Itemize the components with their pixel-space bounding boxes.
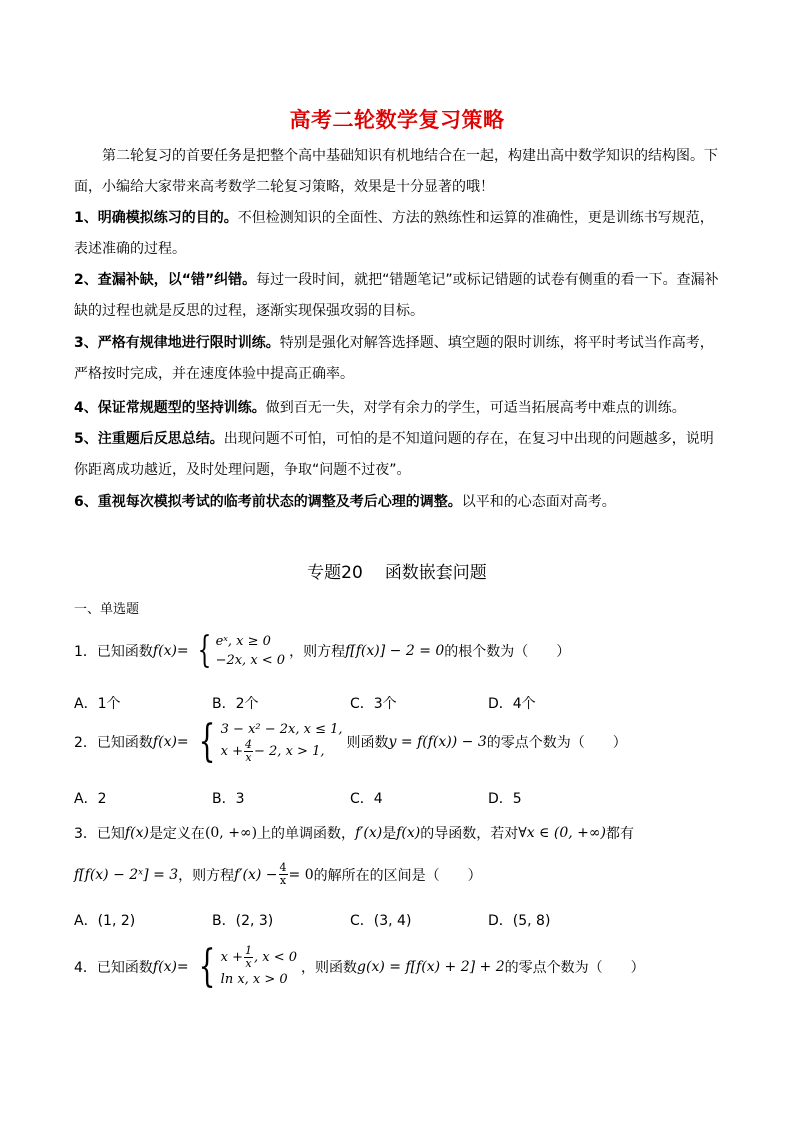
equation: f[f(x)] − 2 = 0 xyxy=(345,643,445,659)
option-d[interactable]: D．4个 xyxy=(488,696,536,712)
equation: f[f(x) − 2ˣ] = 3 xyxy=(74,866,179,883)
question-text: 的零点个数为（ ） xyxy=(486,735,627,751)
fraction xyxy=(244,945,253,970)
fraction xyxy=(279,862,288,887)
point-2 xyxy=(74,265,724,327)
point-5 xyxy=(74,424,724,486)
math-expr: f(x) xyxy=(396,825,421,841)
option-b[interactable]: B．2个 xyxy=(212,696,259,712)
question-lead: 3．已知 xyxy=(74,826,125,842)
question-text: 是 xyxy=(382,826,397,842)
option-d[interactable]: D．(5, 8) xyxy=(488,913,551,929)
question-text: 是定义在 xyxy=(148,826,205,842)
point-body: 出现问题不可怕，可怕的是不知道问题的存在，在复习中出现的问题越多，说明你距离成功越近，及时处理问题，争取“问题不过夜”。 xyxy=(74,431,714,478)
function-name: f(x)= xyxy=(152,643,189,659)
piecewise-definition xyxy=(193,941,298,992)
question-text: 则函数 xyxy=(346,735,389,751)
question-text: ，则方程 xyxy=(178,867,235,884)
equation: g(x) = f[f(x) + 2] + 2 xyxy=(357,959,505,975)
option-a[interactable]: A．(1, 2) xyxy=(74,913,136,929)
case-line: eˣ, x ≥ 0 xyxy=(215,634,271,649)
case-text: − 2, x > 1, xyxy=(254,744,325,759)
option-a[interactable]: A．1个 xyxy=(74,696,121,712)
math-expr: ∀x ∈ (0, +∞) xyxy=(518,825,606,841)
equation: y = f(f(x)) − 3 xyxy=(388,734,487,750)
brace-icon: { xyxy=(197,630,211,671)
option-b[interactable]: B．3 xyxy=(212,791,245,807)
question-text: 上的单调函数， xyxy=(257,826,356,842)
piecewise-definition xyxy=(193,716,343,767)
question-2 xyxy=(74,716,627,767)
point-head: 4、保证常规题型的坚持训练。 xyxy=(74,400,266,416)
point-body: 每过一段时间，就把“错题笔记”或标记错题的试卷有侧重的看一下。查漏补缺的过程也就是反思的过程，逐渐实现保强攻弱的目标。 xyxy=(74,272,719,319)
question-text: ，则方程 xyxy=(289,644,346,660)
question-text: ，则函数 xyxy=(301,960,358,976)
point-head: 6、重视每次模拟考试的临考前状态的调整及考后心理的调整。 xyxy=(74,494,462,510)
case-text: , x < 0 xyxy=(254,950,298,965)
question-text: 的根个数为（ ） xyxy=(444,644,571,660)
math-expr: f′(x) xyxy=(355,825,383,841)
case-line xyxy=(221,739,343,764)
question-lead: 1．已知函数 xyxy=(74,644,153,660)
point-head: 5、注重题后反思总结。 xyxy=(74,431,224,447)
case-line: ln x, x > 0 xyxy=(220,972,288,987)
question-3-line-1 xyxy=(74,823,634,843)
fraction xyxy=(244,739,253,764)
math-expr: f′(x) − xyxy=(234,866,278,883)
point-head: 1、明确模拟练习的目的。 xyxy=(74,210,238,226)
numerator: 4 xyxy=(245,738,253,751)
point-head: 2、查漏补缺，以“错”纠错。 xyxy=(74,272,257,288)
math-expr: f(x) xyxy=(124,825,149,841)
question-lead: 4．已知函数 xyxy=(74,960,153,976)
math-expr: = 0 xyxy=(288,866,314,883)
case-line: 3 − x² − 2x, x ≤ 1, xyxy=(220,722,343,737)
point-4 xyxy=(74,393,724,424)
option-c[interactable]: C．4 xyxy=(350,791,383,807)
question-4 xyxy=(74,941,645,992)
options-1 xyxy=(74,693,626,713)
question-text: 的导函数，若对 xyxy=(420,826,519,842)
point-body: 做到百无一失，对学有余力的学生，可适当拓展高考中难点的训练。 xyxy=(265,400,686,416)
case-text: x + xyxy=(220,950,244,965)
function-name: f(x)= xyxy=(152,734,189,750)
section-title xyxy=(0,558,794,583)
option-b[interactable]: B．(2, 3) xyxy=(212,913,274,929)
case-line xyxy=(221,945,297,970)
question-1 xyxy=(74,632,570,670)
option-a[interactable]: A．2 xyxy=(74,791,107,807)
option-c[interactable]: C．3个 xyxy=(350,696,397,712)
intro-paragraph: 第二轮复习的首要任务是把整个高中基础知识有机地结合在一起，构建出高中数学知识的结构图。下面，小编给大家带来高考数学二轮复习策略，效果是十分显著的哦！ xyxy=(74,148,718,195)
denominator: x xyxy=(279,874,287,887)
denominator: x xyxy=(245,751,252,764)
section-topic: 专题20 xyxy=(307,563,363,583)
case-text: x + xyxy=(220,744,244,759)
math-expr: (0, +∞) xyxy=(204,825,258,841)
piecewise-definition xyxy=(193,632,285,670)
question-lead: 2．已知函数 xyxy=(74,735,153,751)
point-body: 特别是强化对解答选择题、填空题的限时训练，将平时考试当作高考，严格按时完成，并在速度体验中提高正确率。 xyxy=(74,335,714,382)
numerator: 1 xyxy=(245,944,253,957)
point-3 xyxy=(74,328,724,390)
question-text: 的零点个数为（ ） xyxy=(504,960,645,976)
option-c[interactable]: C．(3, 4) xyxy=(350,913,412,929)
numerator: 4 xyxy=(279,861,287,874)
brace-icon: { xyxy=(198,941,216,992)
question-3-line-2 xyxy=(74,862,482,887)
options-2 xyxy=(74,788,626,808)
point-body: 不但检测知识的全面性、方法的熟练性和运算的准确性，更是训练书写规范，表述准确的过程。 xyxy=(74,210,714,257)
point-1 xyxy=(74,203,724,265)
function-name: f(x)= xyxy=(152,959,189,975)
case-line: −2x, x < 0 xyxy=(215,653,286,668)
point-6 xyxy=(74,487,724,518)
denominator: x xyxy=(245,957,252,970)
doc-title: 高考二轮数学复习策略 xyxy=(289,108,505,132)
question-text: 的解所在的区间是（ ） xyxy=(313,867,482,884)
option-d[interactable]: D．5 xyxy=(488,791,522,807)
section-subtitle: 一、单选题 xyxy=(74,602,140,617)
section-name: 函数嵌套问题 xyxy=(384,563,487,583)
options-3 xyxy=(74,910,626,930)
brace-icon: { xyxy=(198,716,216,767)
point-head: 3、严格有规律地进行限时训练。 xyxy=(74,335,280,351)
point-body: 以平和的心态面对高考。 xyxy=(461,494,616,510)
question-text: 都有 xyxy=(606,826,634,842)
